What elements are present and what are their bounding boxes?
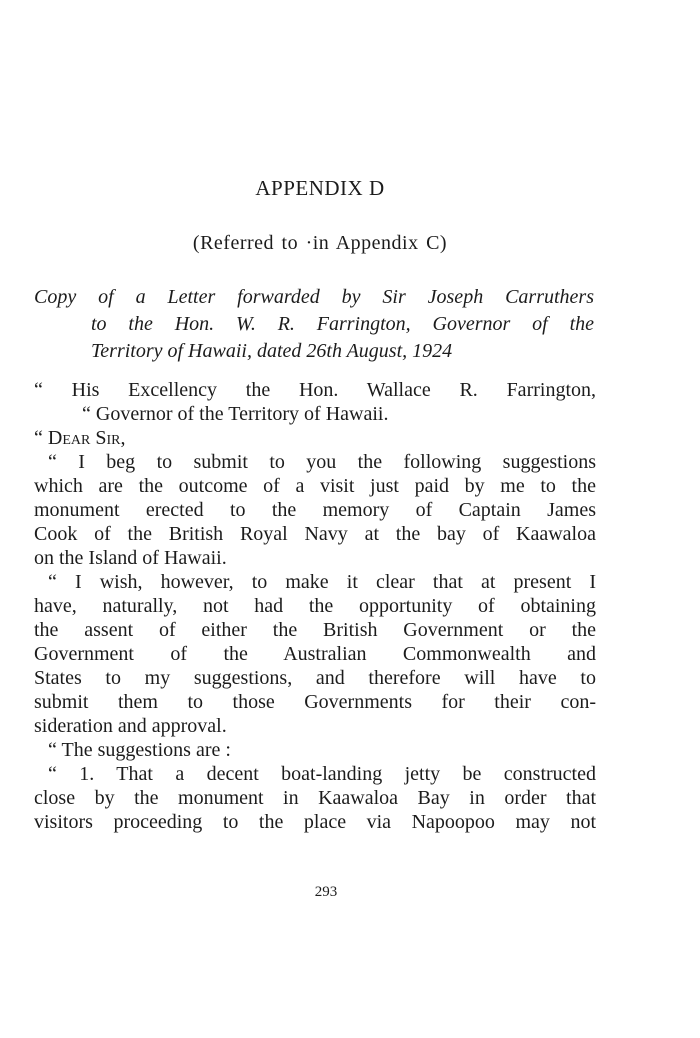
letter-body: [34, 378, 596, 834]
paragraph-line: close by the monument in Kaawaloa Bay in order that: [34, 787, 596, 809]
paragraph-line: visitors proceeding to the place via Napoopoo may not: [34, 811, 596, 833]
paragraph-line: “ I beg to submit to you the following suggestions: [48, 451, 596, 473]
appendix-title: APPENDIX D: [255, 176, 385, 200]
paragraph-line: Government of the Australian Commonwealth and: [34, 643, 596, 665]
paragraph-line: have, naturally, not had the opportunity of obtaining: [34, 595, 596, 617]
paragraph-line: the assent of either the British Government or the: [34, 619, 596, 641]
paragraph-line: “ The suggestions are :: [48, 739, 231, 761]
letter-caption: [34, 284, 594, 365]
page-number: 293: [314, 884, 338, 900]
paragraph-line: sideration and approval.: [34, 715, 227, 737]
paragraph-line: “ I wish, however, to make it clear that at present I: [48, 571, 596, 593]
caption-line: Copy of a Letter forwarded by Sir Joseph Carruthers: [34, 286, 594, 308]
paragraph-line: Cook of the British Royal Navy at the bay of Kaawaloa: [34, 523, 596, 545]
paragraph-line: “ 1. That a decent boat-landing jetty be constructed: [48, 763, 596, 785]
paragraph-line: monument erected to the memory of Captain James: [34, 499, 596, 521]
caption-line: to the Hon. W. R. Farrington, Governor of the: [91, 313, 594, 335]
caption-line: Territory of Hawaii, dated 26th August, 1924: [91, 340, 453, 362]
paragraph-line: submit them to those Governments for their con-: [34, 691, 596, 713]
address-line: “ Governor of the Territory of Hawaii.: [82, 403, 389, 425]
paragraph-line: on the Island of Hawaii.: [34, 547, 227, 569]
appendix-reference: (Referred to ·in Appendix C): [192, 232, 448, 254]
paragraph-line: States to my suggestions, and therefore will have to: [34, 667, 596, 689]
address-line: “ His Excellency the Hon. Wallace R. Farrington,: [34, 379, 596, 401]
paragraph-line: which are the outcome of a visit just paid by me to the: [34, 475, 596, 497]
salutation: “ Dear Sir,: [34, 427, 126, 449]
